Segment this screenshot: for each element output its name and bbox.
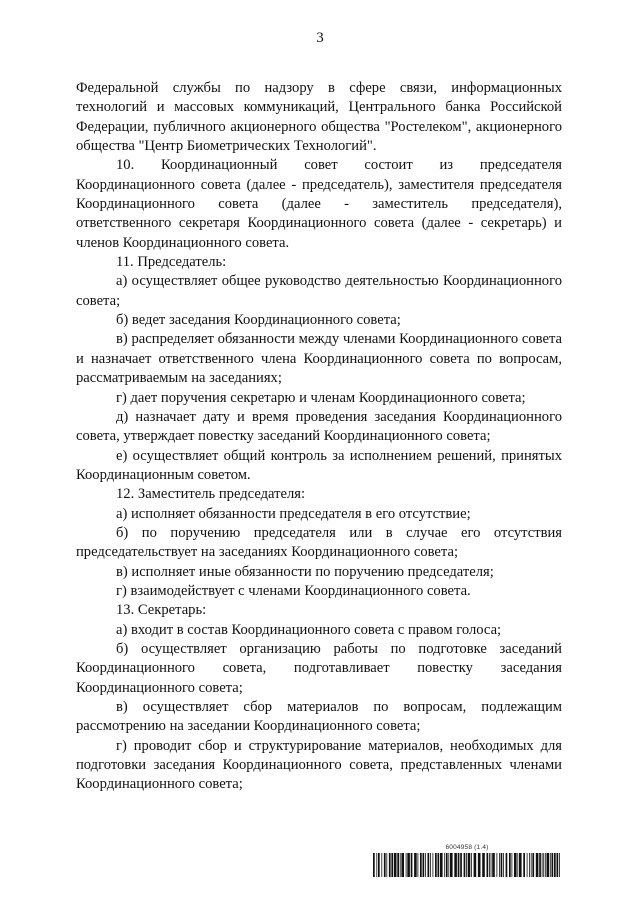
list-item: в) распределяет обязанности между членами Координационного совета и назначает ответственного члена Координационного совета по вопросам, рассматриваемым на заседаниях; (76, 331, 562, 387)
page-number: 3 (316, 30, 324, 46)
paragraph: Федеральной службы по надзору в сфере связи, информационных технологий и массовых коммуникаций, Центрального банка Российской Федерации, публичного акционерного общества "Ростелеком", акционерного общества "Центр Биометрических Технологий". (76, 80, 562, 155)
list-item: е) осуществляет общий контроль за исполнением решений, принятых Координационным советом. (76, 447, 562, 483)
list-item: а) осуществляет общее руководство деятельностью Координационного совета; (76, 273, 562, 309)
list-item: г) взаимодействует с членами Координационного совета. (116, 582, 471, 599)
list-item: а) исполняет обязанности председателя в его отсутствие; (116, 505, 471, 522)
barcode-icon (373, 853, 561, 877)
list-item: в) исполняет иные обязанности по поручению председателя; (116, 563, 494, 580)
section-heading: 12. Заместитель председателя: (116, 486, 306, 503)
list-item: а) входит в состав Координационного совета с правом голоса; (116, 621, 502, 638)
section-heading: 13. Секретарь: (116, 602, 207, 619)
list-item: б) осуществляет организацию работы по подготовке заседаний Координационного совета, подготавливает повестку заседания Координационного совета; (76, 640, 562, 696)
list-item: г) проводит сбор и структурирование материалов, необходимых для подготовки заседания Координационного совета, представленных членами Координационного совета; (76, 737, 562, 793)
document-body (76, 79, 562, 795)
paragraph: 10. Координационный совет состоит из председателя Координационного совета (далее - председатель), заместителя председателя Координационного совета (далее - заместитель председателя), ответственного секретаря Координационного совета (далее - секретарь) и членов Координационного совета. (76, 157, 562, 251)
list-item: д) назначает дату и время проведения заседания Координационного совета, утверждает повестку заседаний Координационного совета; (76, 408, 562, 445)
barcode-code: 6004958 (1.4) (445, 844, 489, 851)
list-item: б) по поручению председателя или в случае его отсутствия председательствует на заседаниях Координационного совета; (76, 524, 562, 561)
list-item: б) ведет заседания Координационного совета; (116, 312, 401, 329)
document-barcode (373, 844, 561, 877)
list-item: г) дает поручения секретарю и членам Координационного совета; (116, 389, 526, 406)
section-heading: 11. Председатель: (116, 254, 227, 271)
list-item: в) осуществляет сбор материалов по вопросам, подлежащим рассмотрению на заседании Координационного совета; (76, 699, 562, 735)
